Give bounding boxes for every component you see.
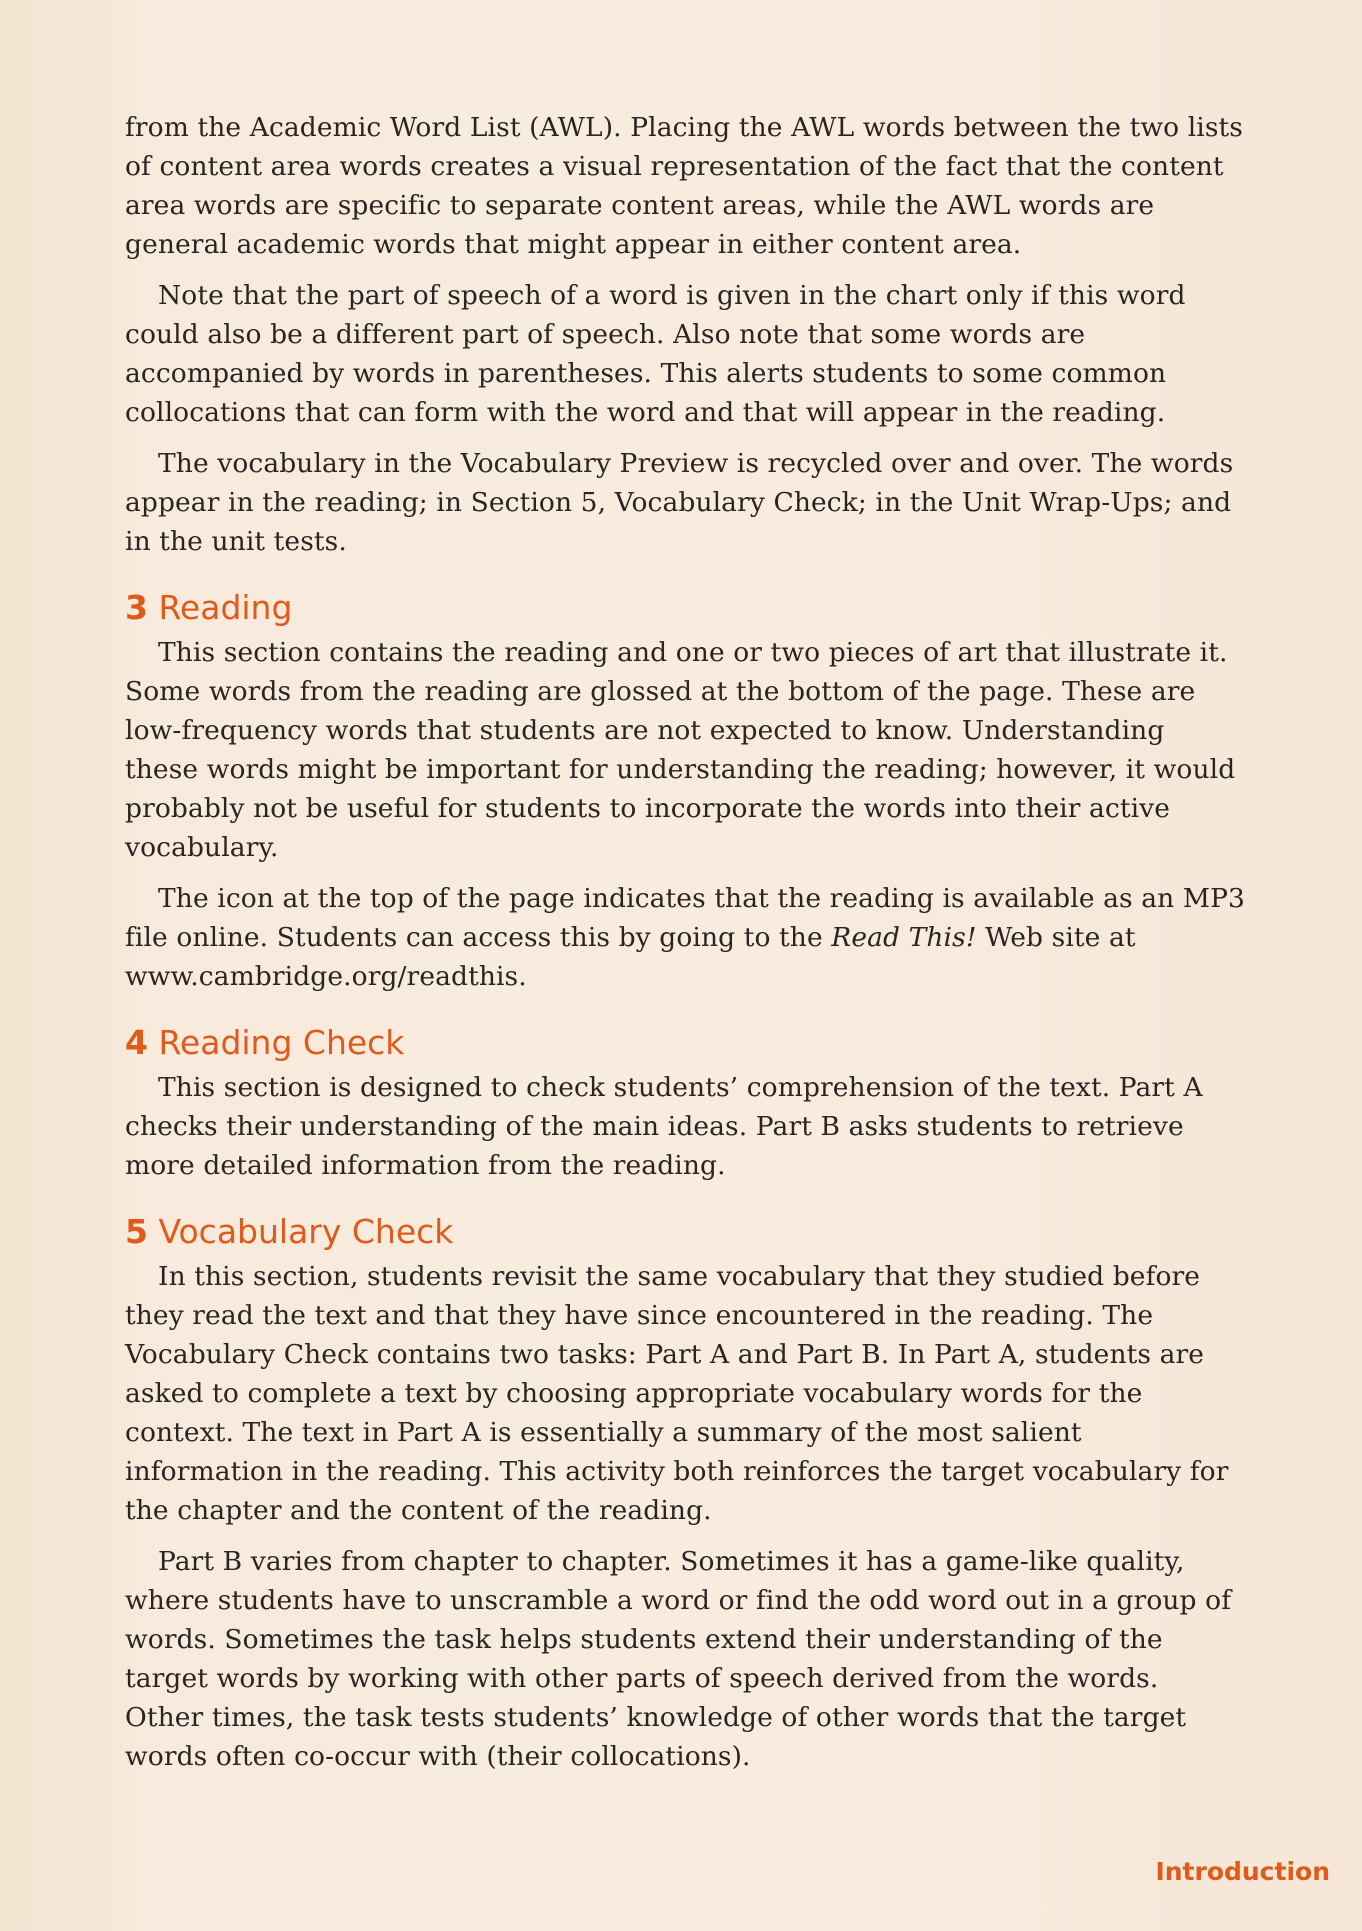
read-this-title: Read This!	[831, 922, 977, 953]
section-3-paragraph-2-end: Web site at www.cambridge.org/readthis.	[125, 922, 1136, 992]
intro-paragraph-3: The vocabulary in the Vocabulary Preview is recycled over and over. The words appear in the reading; in Section 5, Vocabulary Check; in the Unit Wrap-Ups; and in the unit tests.	[125, 448, 1234, 557]
section-5-paragraph-1: In this section, students revisit the same vocabulary that they studied before they read the text and that they have since encountered in the reading. The Vocabulary Check contains two tasks: Part A and Part B. In Part A, students are asked to complete a text by choosing appropriate vocabulary words for the context. The text in Part A is essentially a summary of the most salient information in the reading. This activity both reinforces the target vocabulary for the chapter and the content of the reading.	[125, 1261, 1229, 1526]
section-4-title: Reading Check	[158, 1023, 405, 1062]
section-4-heading	[125, 1022, 1245, 1064]
section-4-paragraph-1: This section is designed to check students’ comprehension of the text. Part A checks their understanding of the main ideas. Part B asks students to retrieve more detailed information from the reading.	[125, 1072, 1203, 1181]
section-3-number: 3	[125, 588, 148, 627]
section-3-paragraph-2-start: The icon at the top of the page indicates that the reading is available as an MP3 file online. Students can access this by going to the	[125, 883, 1245, 953]
section-5-heading	[125, 1211, 1245, 1253]
page-body	[125, 108, 1245, 1788]
intro-paragraph-2: Note that the part of speech of a word is given in the chart only if this word could also be a different part of speech. Also note that some words are accompanied by words in parentheses. This alerts students to some common collocations that can form with the word and that will appear in the reading.	[125, 280, 1186, 428]
running-footer: Introduction	[1155, 1857, 1330, 1886]
section-3-paragraph-1: This section contains the reading and one or two pieces of art that illustrate it. Some words from the reading are glossed at the bottom of the page. These are low-frequency words that students are not expected to know. Understanding these words might be important for understanding the reading; however, it would probably not be useful for students to incorporate the words into their active vocabulary.	[125, 637, 1236, 863]
section-5-paragraph-2: Part B varies from chapter to chapter. Sometimes it has a game-like quality, where students have to unscramble a word or find the odd word out in a group of words. Sometimes the task helps students extend their understanding of the target words by working with other parts of speech derived from the words. Other times, the task tests students’ knowledge of other words that the target words often co-occur with (their collocations).	[125, 1546, 1232, 1772]
intro-paragraph-1: from the Academic Word List (AWL). Placing the AWL words between the two lists of content area words creates a visual representation of the fact that the content area words are specific to separate content areas, while the AWL words are general academic words that might appear in either content area.	[125, 112, 1243, 260]
section-5-number: 5	[125, 1212, 148, 1251]
section-3-paragraph-2	[125, 879, 1245, 996]
section-5-title: Vocabulary Check	[158, 1212, 454, 1251]
section-4-number: 4	[125, 1023, 148, 1062]
section-3-title: Reading	[158, 588, 293, 627]
section-3-heading	[125, 587, 1245, 629]
